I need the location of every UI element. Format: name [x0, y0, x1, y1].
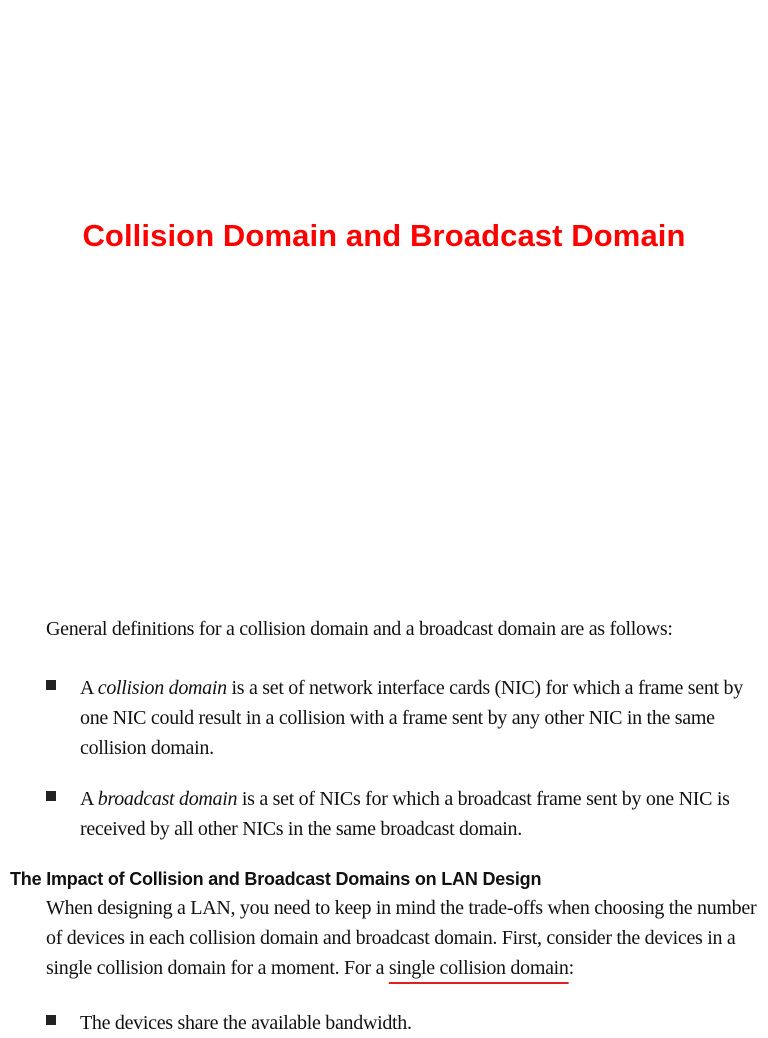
list-item-collision-domain	[46, 673, 746, 763]
section-paragraph: When designing a LAN, you need to keep in mind the trade-offs when choosing the number of devices in each collision domain and broadcast domain. First, consider the devices in a single collision domain for a moment. For a single collision domain:	[46, 897, 757, 979]
bullet-square-icon	[46, 673, 80, 690]
bullet-text: A broadcast domain is a set of NICs for which a broadcast frame sent by one NIC is received by all other NICs in the same broadcast domain.	[80, 788, 730, 840]
section-heading: The Impact of Collision and Broadcast Domains on LAN Design	[10, 869, 542, 889]
bullet-text: The devices share the available bandwidth.	[80, 1012, 412, 1034]
bullet-text: A collision domain is a set of network interface cards (NIC) for which a frame sent by one NIC could result in a collision with a frame sent by any other NIC in the same collision domain.	[80, 677, 743, 759]
intro-text: General definitions for a collision domain and a broadcast domain are as follows:	[46, 618, 673, 640]
term-broadcast-domain: broadcast domain	[97, 788, 238, 810]
page-title: Collision Domain and Broadcast Domain	[82, 218, 686, 253]
underlined-phrase: single collision domain	[388, 957, 569, 979]
list-item-partial	[46, 1008, 746, 1038]
bullet-square-icon	[46, 1008, 80, 1025]
list-item-broadcast-domain	[46, 784, 746, 844]
bullet-square-icon	[46, 784, 80, 801]
term-collision-domain: collision domain	[97, 677, 227, 699]
